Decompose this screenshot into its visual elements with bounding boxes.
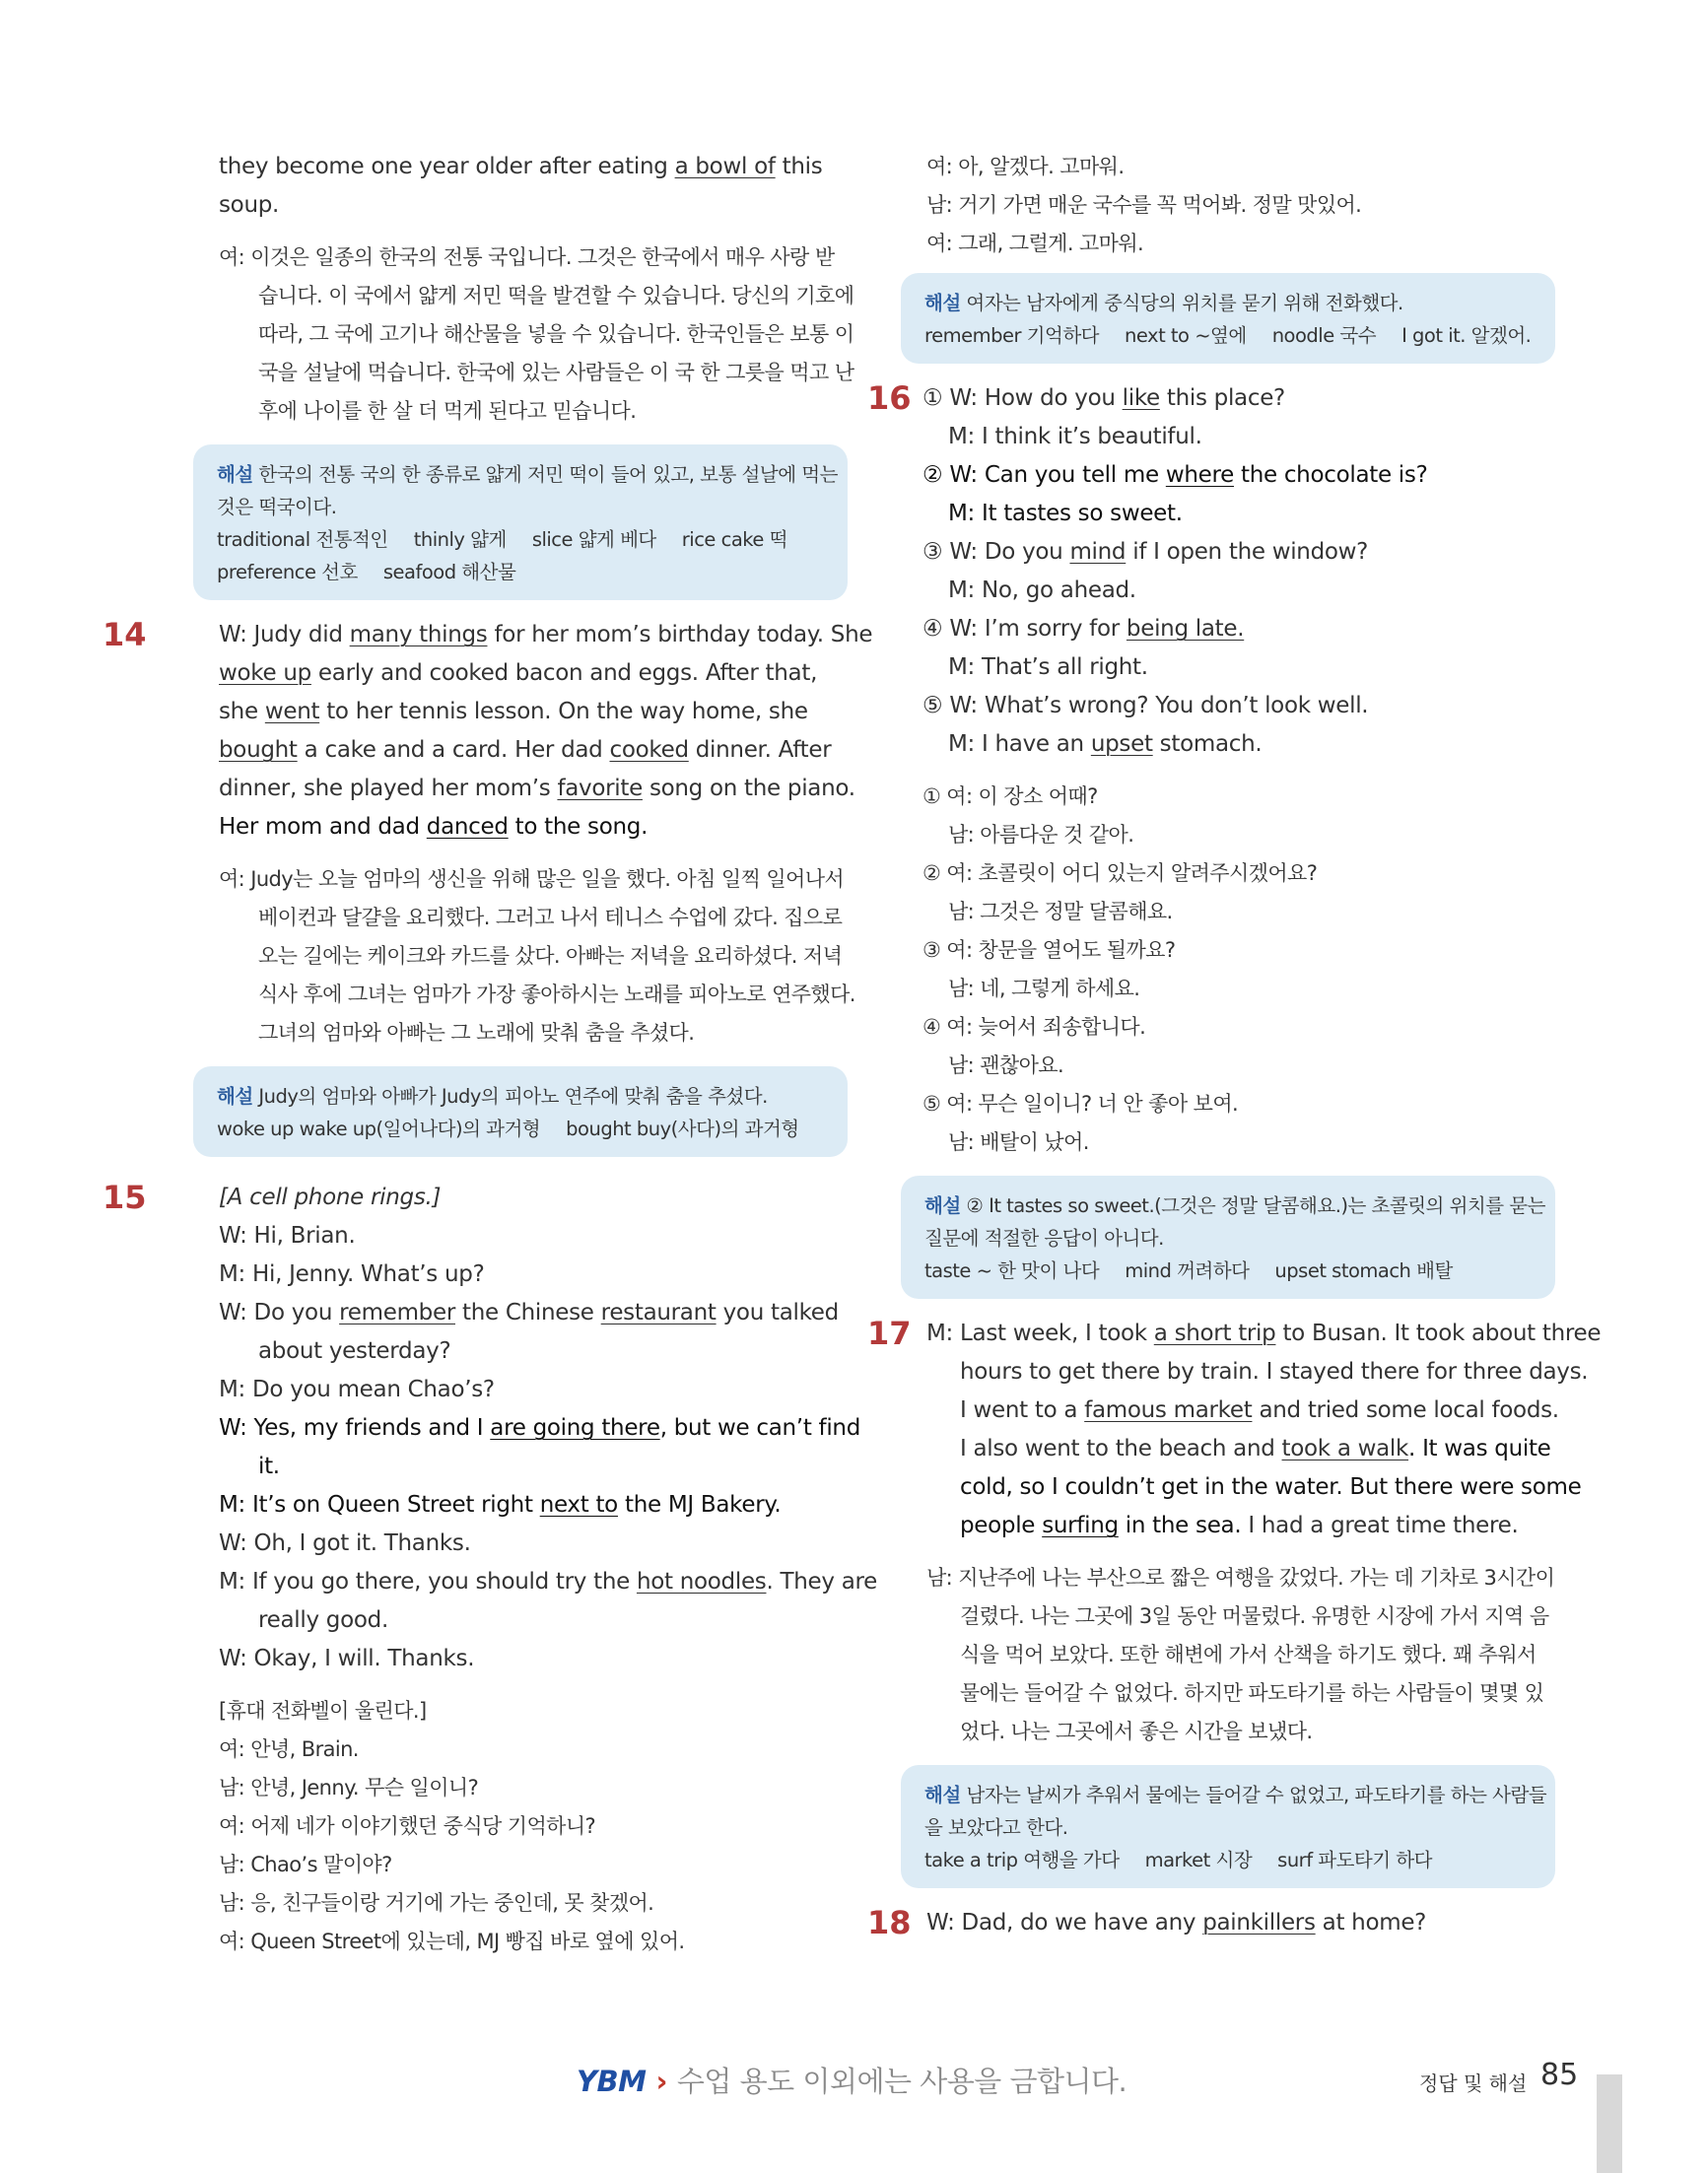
q14-line: woke up early and cooked bacon and eggs. After that,	[219, 660, 818, 686]
dialogue-line: W: Yes, my friends and I are going there, but we can’t find	[219, 1415, 861, 1441]
korean-line: 남: 아름다운 것 같아.	[948, 823, 1134, 847]
vocab-line: traditional 전통적인 thinly 얇게 slice 얇게 베다 rice cake 떡	[217, 528, 787, 551]
question-16	[865, 379, 1555, 1299]
korean-line: 식을 먹어 보았다. 또한 해변에 가서 산책을 하기도 했다. 꽤 추워서	[960, 1643, 1537, 1666]
explanation-label: 해설	[217, 1085, 253, 1108]
korean-line: ② 여: 초콜릿이 어디 있는지 알려주시겠어요?	[922, 861, 1318, 885]
question-number: 18	[867, 1904, 912, 1941]
korean-line: 오는 길에는 케이크와 카드를 샀다. 아빠는 저녁을 요리하셨다. 저녁	[258, 944, 843, 968]
question-14	[102, 616, 873, 1157]
option-line: ⑤ W: What’s wrong? You don’t look well.	[922, 693, 1369, 718]
q13-explanation-box: 해설 한국의 전통 국의 한 종류로 얇게 저민 떡이 들어 있고, 보통 설날에 먹는 것은 떡국이다. traditional 전통적인 thinly 얇게 slice 얇게 베다 rice cake 떡 preference 선호 seafood 해산물	[193, 444, 848, 600]
option-line: M: I have an upset stomach.	[948, 731, 1263, 757]
korean-line: [휴대 전화벨이 울린다.]	[219, 1699, 427, 1723]
korean-line: ④ 여: 늦어서 죄송합니다.	[922, 1015, 1146, 1039]
korean-line: 남: 응, 친구들이랑 거기에 가는 중인데, 못 찾겠어.	[219, 1891, 654, 1915]
stage-direction: [A cell phone rings.]	[219, 1185, 442, 1210]
footer-notice	[577, 2060, 1127, 2100]
korean-line: 남: 안녕, Jenny. 무슨 일이니?	[219, 1776, 479, 1800]
q17-line: people surfing in the sea. I had a great time there.	[960, 1513, 1519, 1538]
vocab-line: preference 선호 seafood 해산물	[217, 561, 516, 583]
dialogue-line: W: Do you remember the Chinese restaurant you talked	[219, 1300, 839, 1325]
korean-line: 남: 거기 가면 매운 국수를 꼭 먹어봐. 정말 맛있어.	[926, 193, 1362, 217]
option-line: ④ W: I’m sorry for being late.	[922, 616, 1245, 642]
q18-line: W: Dad, do we have any painkillers at home?	[926, 1910, 1427, 1935]
q16-explanation-box: 해설 ② It tastes so sweet.(그것은 정말 달콤해요.)는 초콜릿의 위치를 묻는 질문에 적절한 응답이 아니다. taste ~ 한 맛이 나다 mind 꺼려하다 upset stomach 배탈	[901, 1176, 1555, 1299]
page-number: 85	[1540, 2058, 1579, 2092]
korean-line: 남: 네, 그렇게 하세요.	[948, 977, 1140, 1000]
vocab-line: take a trip 여행을 가다 market 시장 surf 파도타기 하다	[924, 1849, 1432, 1871]
right-column	[865, 148, 1602, 1942]
korean-line: 그녀의 엄마와 아빠는 그 노래에 맞춰 춤을 추셨다.	[258, 1021, 695, 1045]
q17-line: I went to a famous market and tried some local foods.	[960, 1397, 1559, 1423]
q17-line: I also went to the beach and took a walk. It was quite	[960, 1436, 1551, 1461]
korean-line: ① 여: 이 장소 어때?	[922, 784, 1098, 808]
q17-line: M: Last week, I took a short trip to Busan. It took about three	[926, 1321, 1602, 1346]
korean-line: 남: Chao’s 말이야?	[219, 1853, 392, 1876]
q14-line: Her mom and dad danced to the song.	[219, 814, 649, 840]
q17-explanation-box: 해설 남자는 날씨가 추워서 물에는 들어갈 수 없었고, 파도타기를 하는 사람들 을 보았다고 한다. take a trip 여행을 가다 market 시장 surf 파도타기 하다	[901, 1765, 1555, 1888]
q14-explanation-box: 해설 Judy의 엄마와 아빠가 Judy의 피아노 연주에 맞춰 춤을 추셨다. woke up wake up(일어나다)의 과거형 bought buy(사다)의 과거형	[193, 1066, 848, 1157]
question-number: 14	[102, 616, 147, 653]
korean-line: 여: Queen Street에 있는데, MJ 빵집 바로 옆에 있어.	[219, 1930, 685, 1953]
q17-line: hours to get there by train. I stayed there for three days.	[960, 1359, 1589, 1385]
option-line: M: I think it’s beautiful.	[948, 424, 1202, 449]
option-line: ③ W: Do you mind if I open the window?	[922, 539, 1369, 565]
korean-line: 여: 이것은 일종의 한국의 전통 국입니다. 그것은 한국에서 매우 사랑 받	[219, 245, 835, 269]
vocab-line: taste ~ 한 맛이 나다 mind 꺼려하다 upset stomach 배탈	[924, 1259, 1453, 1282]
q15-continuation	[865, 148, 1555, 364]
question-15	[102, 1179, 878, 1961]
option-line: M: That’s all right.	[948, 654, 1148, 680]
korean-line: 따라, 그 국에 고기나 해산물을 넣을 수 있습니다. 한국인들은 보통 이	[258, 322, 854, 346]
q17-line: cold, so I couldn’t get in the water. But there were some	[960, 1474, 1582, 1500]
dialogue-line: really good.	[258, 1607, 388, 1633]
dialogue-line: M: Do you mean Chao’s?	[219, 1377, 495, 1402]
korean-line: 여: 어제 네가 이야기했던 중식당 기억하니?	[219, 1814, 596, 1838]
korean-line: 여: 아, 알겠다. 고마워.	[926, 155, 1125, 178]
korean-line: 남: 배탈이 났어.	[948, 1130, 1089, 1154]
left-column	[102, 148, 878, 1961]
dialogue-line: W: Oh, I got it. Thanks.	[219, 1530, 471, 1556]
explanation-label: 해설	[924, 1194, 961, 1217]
question-number: 15	[102, 1179, 147, 1216]
question-17	[865, 1315, 1602, 1888]
dialogue-line: M: If you go there, you should try the hot noodles. They are	[219, 1569, 878, 1595]
vocab-line: woke up wake up(일어나다)의 과거형 bought buy(사다)의 과거형	[217, 1118, 799, 1140]
explanation-label: 해설	[924, 1784, 961, 1806]
ybm-logo: YBM	[577, 2065, 647, 2098]
q14-line: bought a cake and a card. Her dad cooked dinner. After	[219, 737, 832, 763]
explanation-label: 해설	[217, 463, 253, 486]
dialogue-line: W: Okay, I will. Thanks.	[219, 1646, 475, 1671]
q15-explanation-box: 해설 여자는 남자에게 중식당의 위치를 묻기 위해 전화했다. remember 기억하다 next to ~옆에 noodle 국수 I got it. 알겠어.	[901, 273, 1555, 364]
korean-line: 베이컨과 달걀을 요리했다. 그러고 나서 테니스 수업에 갔다. 집으로	[258, 906, 843, 929]
question-number: 16	[867, 379, 912, 417]
korean-line: 었다. 나는 그곳에서 좋은 시간을 보냈다.	[960, 1720, 1313, 1743]
q13-korean	[158, 238, 854, 431]
korean-line: 여: 그래, 그럴게. 고마워.	[926, 232, 1144, 255]
korean-line: 여: 안녕, Brain.	[219, 1737, 359, 1761]
option-line: M: It tastes so sweet.	[948, 501, 1183, 526]
option-line: ② W: Can you tell me where the chocolate is?	[922, 462, 1428, 488]
option-line: M: No, go ahead.	[948, 577, 1136, 603]
korean-line: 남: 지난주에 나는 부산으로 짧은 여행을 갔었다. 가는 데 기차로 3시간이	[926, 1566, 1555, 1590]
page-edge-tab	[1597, 2074, 1622, 2173]
korean-line: 후에 나이를 한 살 더 먹게 된다고 믿습니다.	[258, 399, 637, 423]
explanation-label: 해설	[924, 292, 961, 314]
dialogue-line: it.	[258, 1454, 280, 1479]
korean-line: ⑤ 여: 무슨 일이니? 너 안 좋아 보여.	[922, 1092, 1239, 1116]
korean-line: 습니다. 이 국에서 얇게 저민 떡을 발견할 수 있습니다. 당신의 기호에	[258, 284, 854, 307]
dialogue-line: W: Hi, Brian.	[219, 1223, 356, 1249]
korean-line: 남: 그것은 정말 달콤해요.	[948, 900, 1173, 923]
vocab-line: remember 기억하다 next to ~옆에 noodle 국수 I got it. 알겠어.	[924, 324, 1532, 347]
q14-line: she went to her tennis lesson. On the way home, she	[219, 699, 808, 724]
korean-line: 여: Judy는 오늘 엄마의 생신을 위해 많은 일을 했다. 아침 일찍 일어나서	[219, 867, 845, 891]
q14-line: dinner, she played her mom’s favorite song on the piano.	[219, 776, 855, 801]
q13-line-1: they become one year older after eating a bowl of this	[219, 154, 823, 179]
dialogue-line: about yesterday?	[258, 1338, 451, 1364]
option-line: ① W: How do you like this place?	[922, 385, 1285, 411]
q13-continuation	[158, 148, 854, 600]
dialogue-line: M: It’s on Queen Street right next to the MJ Bakery.	[219, 1492, 782, 1518]
dialogue-line: M: Hi, Jenny. What’s up?	[219, 1261, 485, 1287]
q14-line: W: Judy did many things for her mom’s birthday today. She	[219, 622, 873, 647]
q13-line-2: soup.	[219, 192, 280, 218]
chevron-right-icon: ›	[655, 2065, 667, 2098]
korean-line: 걸렸다. 나는 그곳에 3일 동안 머물렀다. 유명한 시장에 가서 지역 음	[960, 1604, 1549, 1628]
korean-line: 국을 설날에 먹습니다. 한국에 있는 사람들은 이 국 한 그릇을 먹고 난	[258, 361, 854, 384]
question-18	[865, 1904, 1555, 1942]
page-label: 정답 및 해설	[1419, 2071, 1528, 2095]
korean-line: ③ 여: 창문을 열어도 될까요?	[922, 938, 1176, 962]
question-number: 17	[867, 1315, 912, 1352]
korean-line: 물에는 들어갈 수 없었다. 하지만 파도타기를 하는 사람들이 몇몇 있	[960, 1681, 1544, 1705]
korean-line: 남: 괜찮아요.	[948, 1053, 1064, 1077]
korean-line: 식사 후에 그녀는 엄마가 가장 좋아하시는 노래를 피아노로 연주했다.	[258, 983, 855, 1006]
usage-notice: 수업 용도 이외에는 사용을 금합니다.	[676, 2065, 1127, 2098]
